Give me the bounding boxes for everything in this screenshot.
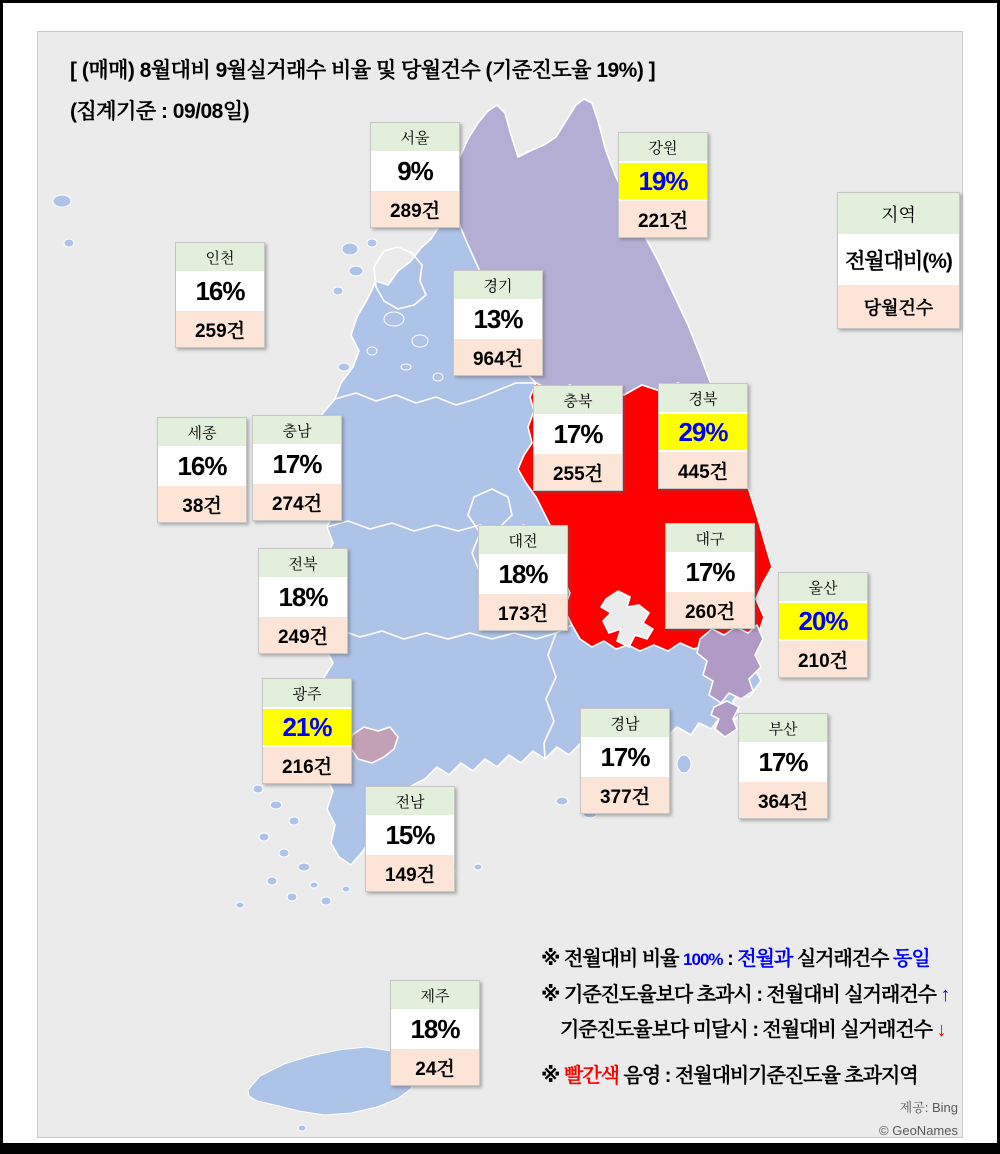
region-box-chungbuk [533,385,623,491]
region-box-gyeongbuk [658,383,748,489]
region-box-busan [738,713,828,819]
region-name-cell: 대전 [479,526,567,554]
region-pct-cell: 18% [391,1009,479,1047]
region-count-cell: 377건 [581,775,669,813]
region-name-cell: 경남 [581,709,669,737]
region-count-cell: 24건 [391,1047,479,1085]
region-count-cell: 274건 [253,482,341,520]
region-box-chungnam [252,415,342,521]
region-pct-cell: 16% [176,271,264,309]
region-pct-cell: 17% [581,737,669,775]
region-count-cell: 364건 [739,780,827,818]
region-pct-cell: 9% [371,151,459,189]
region-pct-cell: 13% [454,299,542,337]
region-count-cell: 260건 [666,590,754,628]
region-box-daegu [665,523,755,629]
region-box-jeonbuk [258,548,348,654]
region-count-cell: 289건 [371,189,459,227]
legend-key-box [837,192,960,329]
region-pct-cell: 18% [259,577,347,615]
footnote-3 [541,1017,950,1043]
footnote-1-text: ※ 전월대비 비율 [541,948,684,970]
chart-title-line2: (집계기준 : 09/08일) [70,100,250,123]
legend-region-cell: 지역 [838,193,959,234]
footnote-1-pct: 100% [683,950,723,969]
region-name-cell: 경기 [454,271,542,299]
region-box-gangwon [618,132,708,238]
region-name-cell: 충북 [534,386,622,414]
footnote-4-red: 빨간색 [564,1065,619,1087]
footnote-1-blue2: 동일 [893,948,930,970]
region-pct-cell: 29% [659,412,747,450]
region-pct-cell: 18% [479,554,567,592]
region-pct-cell: 17% [253,444,341,482]
region-box-gyeongnam [580,708,670,814]
footnotes [541,946,950,1098]
footnote-1-colon: : [722,948,738,970]
region-box-jeju [390,980,480,1086]
region-box-seoul [370,122,460,228]
region-name-cell: 경북 [659,384,747,412]
legend-count-cell: 당월건수 [838,283,959,328]
region-pct-cell: 16% [158,446,246,484]
region-count-cell: 255건 [534,452,622,490]
attribution-provider: 제공: Bing [899,1100,958,1115]
attribution-copyright: © GeoNames [879,1123,958,1138]
region-box-incheon [175,242,265,348]
legend-ratio-cell: 전월대비(%) [838,234,959,283]
region-pct-cell: 21% [263,707,351,745]
chart-title [70,50,655,132]
region-box-ulsan [778,572,868,678]
region-name-cell: 충남 [253,416,341,444]
footnote-4-mark: ※ [541,1065,564,1087]
region-count-cell: 221건 [619,199,707,237]
region-name-cell: 제주 [391,981,479,1009]
region-count-cell: 173건 [479,592,567,630]
region-count-cell: 249건 [259,615,347,653]
region-box-sejong [157,417,247,523]
region-pct-cell: 17% [666,552,754,590]
region-name-cell: 부산 [739,714,827,742]
footnote-2 [541,982,950,1008]
region-count-cell: 210건 [779,639,867,677]
region-pct-cell: 17% [739,742,827,780]
region-pct-cell: 17% [534,414,622,452]
region-name-cell: 대구 [666,524,754,552]
region-count-cell: 216건 [263,745,351,783]
footnote-1-mid: 실거래건수 [792,948,893,970]
region-count-cell: 964건 [454,337,542,375]
up-arrow-icon: ↑ [940,984,950,1006]
region-count-cell: 38건 [158,484,246,522]
footnote-3-text: 기준진도율보다 미달시 : 전월대비 실거래건수 [560,1019,937,1041]
region-name-cell: 전북 [259,549,347,577]
region-pct-cell: 20% [779,601,867,639]
region-box-jeonnam [365,786,455,892]
chart-title-line1: [ (매매) 8월대비 9월실거래수 비율 및 당월건수 (기준진도율 19%) ] [70,59,656,82]
region-name-cell: 전남 [366,787,454,815]
region-count-cell: 259건 [176,309,264,347]
region-name-cell: 울산 [779,573,867,601]
region-box-gyeonggi [453,270,543,376]
region-count-cell: 445건 [659,450,747,488]
region-name-cell: 강원 [619,133,707,161]
footnote-4-text: 음영 : 전월대비기준진도율 초과지역 [618,1065,918,1087]
footnote-1 [541,946,950,973]
region-name-cell: 서울 [371,123,459,151]
region-pct-cell: 19% [619,161,707,199]
region-box-daejeon [478,525,568,631]
region-box-gwangju [262,678,352,784]
region-name-cell: 세종 [158,418,246,446]
region-name-cell: 광주 [263,679,351,707]
down-arrow-icon: ↓ [936,1019,946,1041]
footnote-1-blue1: 전월과 [737,948,793,970]
region-count-cell: 149건 [366,853,454,891]
footnote-2-text: ※ 기준진도율보다 초과시 : 전월대비 실거래건수 [541,984,941,1006]
region-pct-cell: 15% [366,815,454,853]
footnote-4 [541,1063,950,1089]
map-attribution [879,1096,958,1142]
region-name-cell: 인천 [176,243,264,271]
